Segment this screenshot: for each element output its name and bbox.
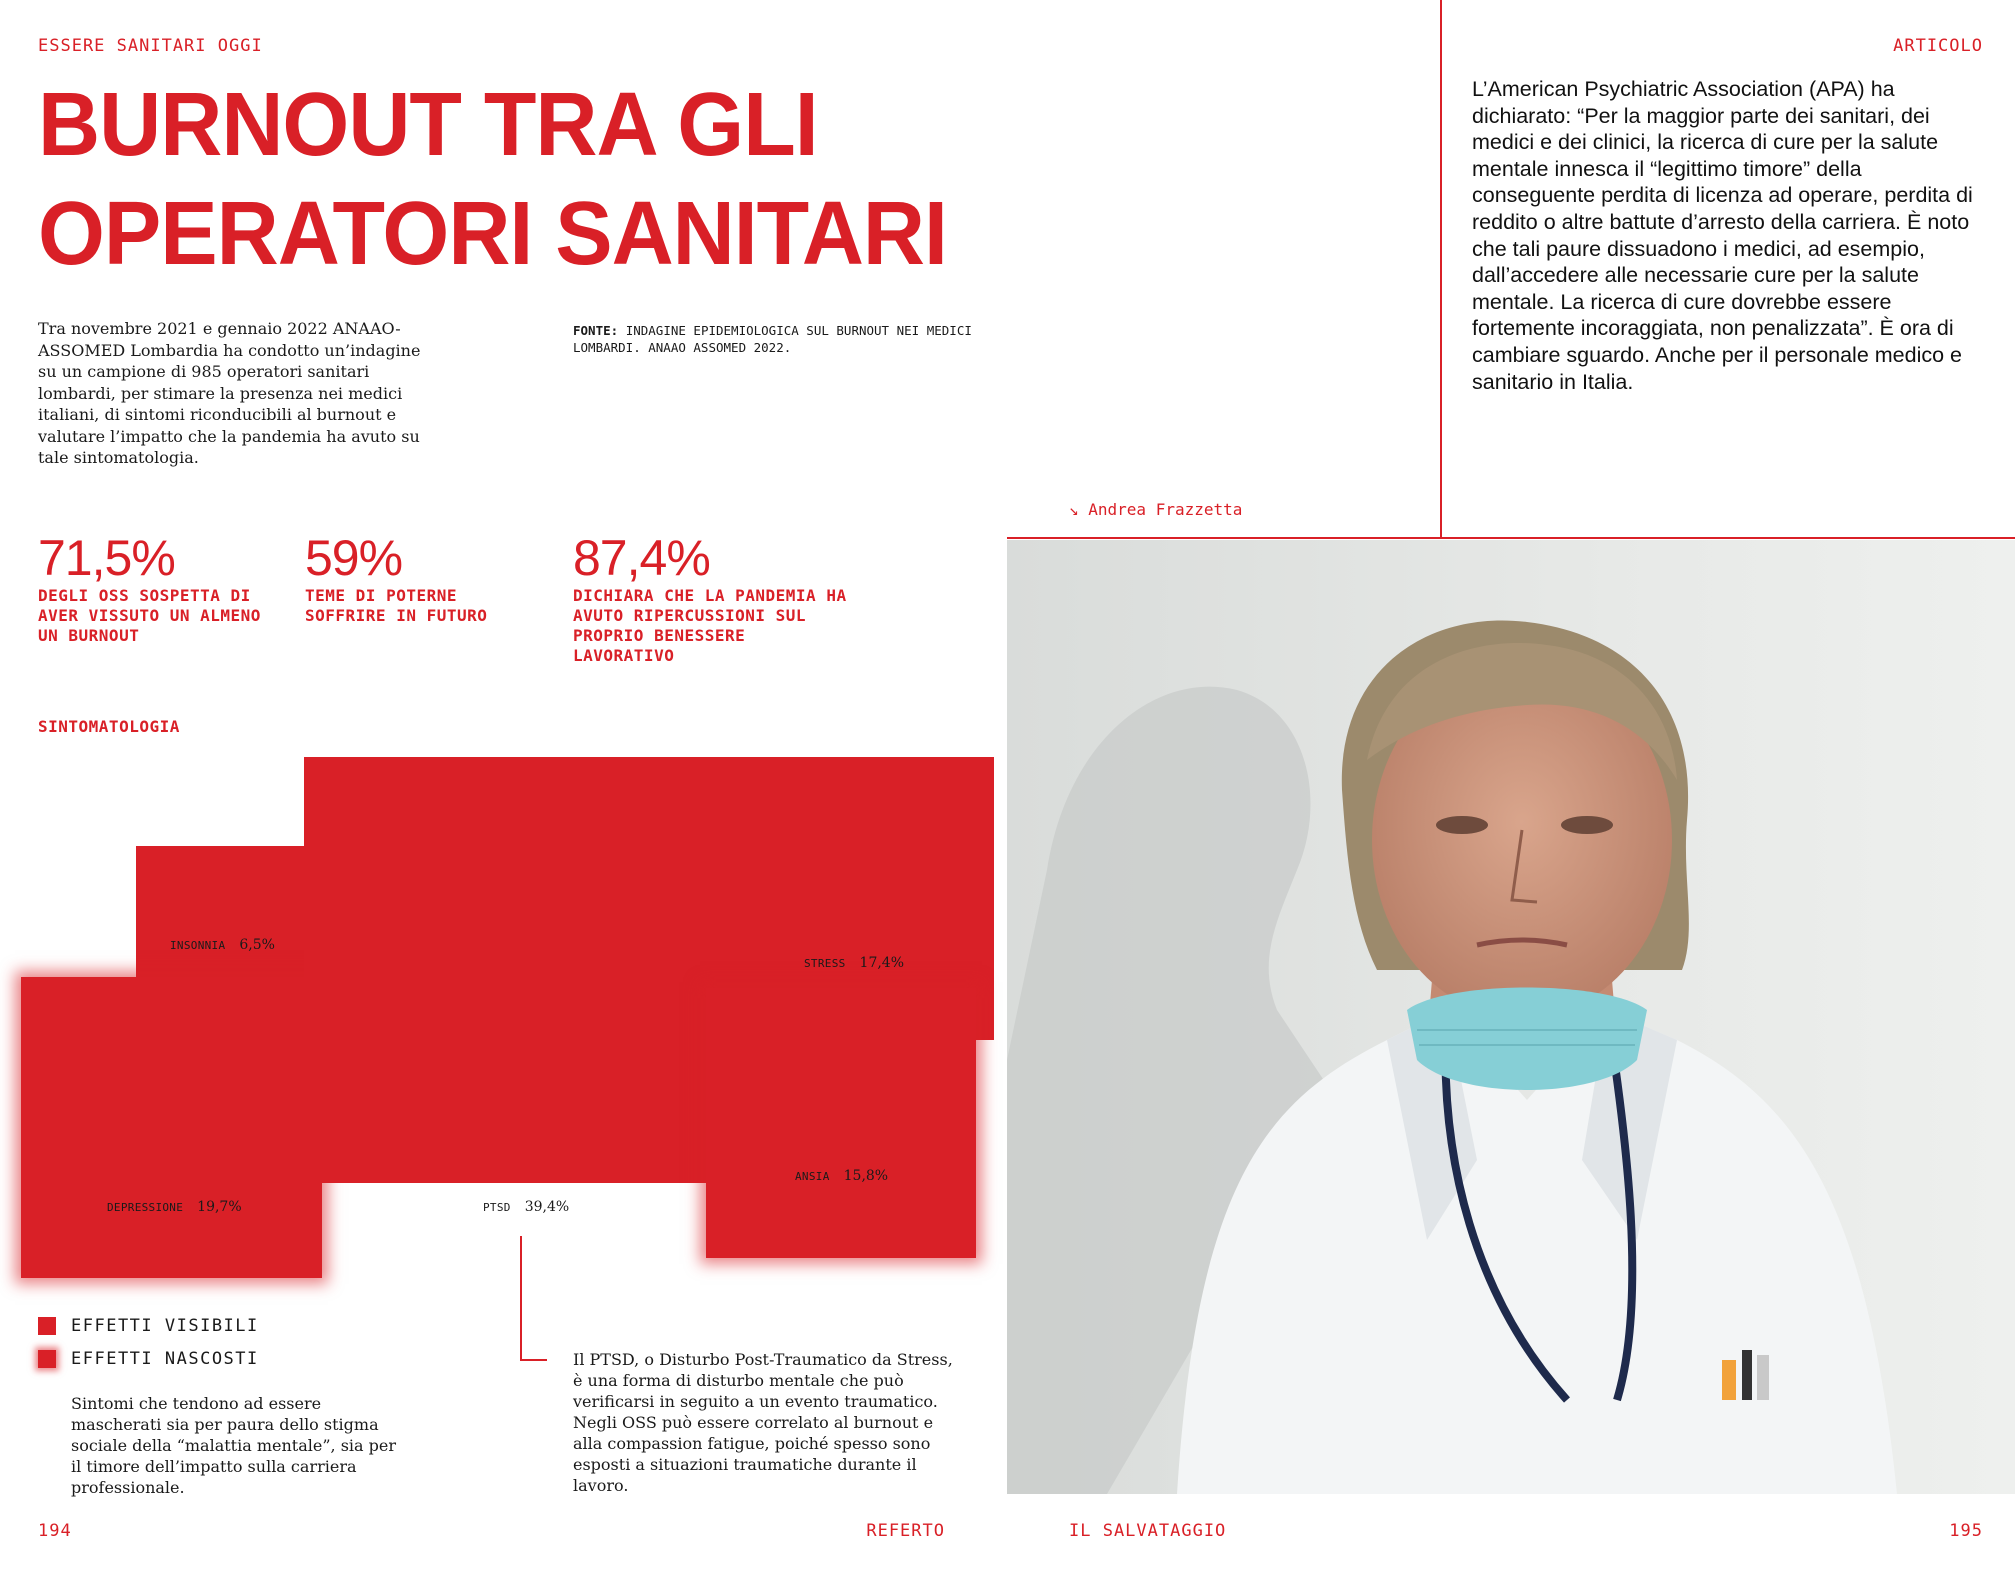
title-line-2: OPERATORI SANITARI	[38, 183, 947, 285]
folio-left: REFERTO	[866, 1521, 945, 1541]
chart-title: SINTOMATOLOGIA	[38, 717, 180, 736]
stat-2-label: TEME DI POTERNE SOFFRIRE IN FUTURO	[305, 586, 488, 625]
section-kicker: ESSERE SANITARI OGGI	[38, 36, 263, 56]
hidden-effects-note: Sintomi che tendono ad essere mascherati sia per paura dello stigma sociale della “malattia mentale”, sia per il timore dell’impatto sulla carriera professionale.	[71, 1394, 397, 1497]
folio-article: ARTICOLO	[1893, 36, 1983, 56]
symptom-label-ptsd	[483, 1199, 569, 1215]
legend-hidden-swatch	[38, 1350, 56, 1368]
ptsd-note: Il PTSD, o Disturbo Post-Traumatico da Stress, è una forma di disturbo mentale che può verificarsi in seguito a un evento traumatico. Negli OSS può essere correlato al burnout e alla compassion fatigue, poiché spesso sono esposti a situazioni traumatiche durante il lavoro.	[573, 1350, 953, 1495]
portrait-photo	[1007, 540, 2015, 1494]
page-number-left: 194	[38, 1521, 72, 1541]
ptsd-connector-horizontal	[520, 1359, 547, 1361]
symptom-name: INSONNIA	[170, 939, 226, 952]
symptom-value: 15,8%	[843, 1168, 889, 1184]
page-number-right: 195	[1949, 1521, 1983, 1541]
stat-3-value: 87,4%	[573, 530, 710, 586]
symptom-value: 17,4%	[859, 955, 905, 971]
symptom-name: STRESS	[804, 957, 846, 970]
symptom-block-ansia	[706, 988, 976, 1258]
title-line-1: BURNOUT TRA GLI	[38, 74, 818, 175]
symptom-label-depressione	[107, 1199, 242, 1215]
photo-top-rule	[1007, 537, 2015, 539]
symptom-label-ansia	[795, 1168, 888, 1184]
legend-visible-label: EFFETTI VISIBILI	[71, 1316, 259, 1336]
folio-salvataggio: IL SALVATAGGIO	[1069, 1521, 1227, 1541]
symptom-value: 19,7%	[197, 1199, 242, 1215]
column-divider	[1440, 0, 1442, 538]
portrait-illustration	[1007, 540, 2015, 1494]
symptom-chart	[0, 0, 1000, 1250]
symptom-label-insonnia	[170, 937, 275, 953]
source-text: INDAGINE EPIDEMIOLOGICA SUL BURNOUT NEI MEDICI LOMBARDI. ANAAO ASSOMED 2022.	[573, 323, 972, 355]
quote-paragraph: L’American Psychiatric Association (APA) ha dichiarato: “Per la maggior parte dei sanitari, dei medici e dei clinici, la ricerca di cure per la salute mentale innesca il “legittimo timore” della conseguente perdita di licenza ad operare, perdita di reddito o altre battute d’arresto della carriera. È noto che tali paure dissuadono i medici, ad esempio, dall’accedere alle necessarie cure per la salute mentale. La ricerca di cure dovrebbe essere fortemente incoraggiata, non penalizzata”. È ora di cambiare sguardo. Anche per il personale medico e sanitario in Italia.	[1472, 77, 1973, 394]
symptom-label-stress	[804, 955, 904, 971]
ptsd-connector-vertical	[520, 1236, 522, 1360]
stat-1-value: 71,5%	[38, 530, 175, 586]
symptom-name: DEPRESSIONE	[107, 1201, 184, 1214]
legend-hidden-label: EFFETTI NASCOSTI	[71, 1349, 259, 1369]
photo-credit: ↘ Andrea Frazzetta	[1069, 500, 1243, 519]
symptom-name: ANSIA	[795, 1170, 830, 1183]
stat-3-label: DICHIARA CHE LA PANDEMIA HA AVUTO RIPERCUSSIONI SUL PROPRIO BENESSERE LAVORATIVO	[573, 586, 847, 665]
stat-1-label: DEGLI OSS SOSPETTA DI AVER VISSUTO UN ALMENO UN BURNOUT	[38, 586, 261, 645]
symptom-block-depressione	[21, 977, 322, 1278]
symptom-value: 39,4%	[524, 1199, 570, 1215]
source-label: FONTE:	[573, 323, 619, 338]
symptom-value: 6,5%	[239, 937, 275, 953]
symptom-block-ptsd	[304, 757, 730, 1183]
stat-2-value: 59%	[305, 530, 403, 586]
symptom-name: PTSD	[483, 1201, 511, 1214]
intro-paragraph: Tra novembre 2021 e gennaio 2022 ANAAO-ASSOMED Lombardia ha condotto un’indagine su un campione di 985 operatori sanitari lombardi, per stimare la presenza nei medici italiani, di sintomi riconducibili al burnout e valutare l’impatto che la pandemia ha avuto su tale sintomatologia.	[38, 319, 421, 467]
legend-visible-swatch	[38, 1317, 56, 1335]
